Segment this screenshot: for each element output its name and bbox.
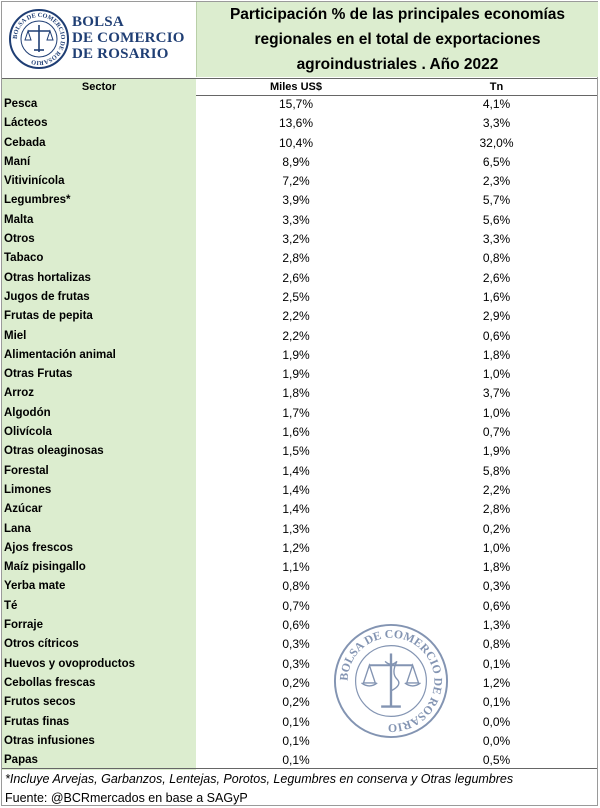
row-tn: 1,0%	[482, 540, 511, 555]
row-sector: Cebollas frescas	[2, 674, 196, 693]
row-miles-usd: 1,6%	[282, 425, 310, 440]
row-tn: 1,0%	[482, 405, 511, 420]
row-miles-usd: 1,2%	[282, 540, 310, 555]
row-miles-usd: 1,4%	[282, 502, 310, 517]
row-tn: 5,8%	[482, 463, 511, 478]
table-row	[2, 249, 597, 268]
row-miles-usd: 10,4%	[278, 135, 314, 150]
row-miles-usd: 1,9%	[282, 347, 310, 362]
row-sector: Olivícola	[2, 423, 196, 442]
row-tn: 0,6%	[482, 598, 511, 613]
header	[2, 2, 597, 77]
row-tn: 1,6%	[482, 289, 511, 304]
row-sector: Arroz	[2, 384, 196, 403]
row-sector: Lácteos	[2, 114, 196, 133]
row-miles-usd: 1,5%	[282, 444, 310, 459]
page-title: Participación % de las principales economías regionales en el total de exportaciones agroindustriales . Año 2022	[229, 6, 566, 73]
row-miles-usd: 3,9%	[282, 193, 310, 208]
row-sector: Vitivinícola	[2, 172, 196, 191]
table-body	[2, 95, 597, 770]
svg-text:BOLSA DE COMERCIO DE ROSARIO: BOLSA DE COMERCIO DE ROSARIO	[11, 11, 67, 67]
table-row	[2, 191, 597, 210]
row-sector: Huevos y ovoproductos	[2, 655, 196, 674]
row-tn: 2,3%	[482, 174, 511, 189]
row-miles-usd: 0,2%	[282, 695, 310, 710]
row-sector: Maíz pisingallo	[2, 558, 196, 577]
row-tn: 2,9%	[482, 309, 511, 324]
row-tn: 0,6%	[482, 328, 511, 343]
row-sector: Yerba mate	[2, 577, 196, 596]
header-sector: Sector	[2, 79, 196, 95]
row-miles-usd: 0,3%	[282, 637, 310, 652]
row-miles-usd: 2,2%	[282, 309, 310, 324]
header-tn: Tn	[489, 81, 504, 93]
row-sector: Azúcar	[2, 500, 196, 519]
row-tn: 3,3%	[482, 232, 511, 247]
row-tn: 0,5%	[482, 753, 511, 768]
table-row	[2, 539, 597, 558]
row-sector: Tabaco	[2, 249, 196, 268]
row-miles-usd: 1,8%	[282, 386, 310, 401]
report-frame	[1, 1, 598, 806]
row-sector: Malta	[2, 211, 196, 230]
row-tn: 0,1%	[482, 695, 511, 710]
row-miles-usd: 1,4%	[282, 463, 310, 478]
row-sector: Otras infusiones	[2, 732, 196, 751]
table-row	[2, 95, 597, 114]
logo-line-1: BOLSA	[72, 14, 124, 30]
row-miles-usd: 1,4%	[282, 482, 310, 497]
row-tn: 1,3%	[482, 618, 511, 633]
table-row	[2, 404, 597, 423]
row-miles-usd: 0,2%	[282, 675, 310, 690]
row-tn: 2,2%	[482, 482, 511, 497]
row-tn: 6,5%	[482, 154, 511, 169]
table-row	[2, 384, 597, 403]
row-miles-usd: 3,3%	[282, 212, 310, 227]
row-miles-usd: 0,1%	[282, 753, 310, 768]
row-miles-usd: 2,2%	[282, 328, 310, 343]
row-sector: Otras oleaginosas	[2, 442, 196, 461]
row-miles-usd: 0,1%	[282, 733, 310, 748]
table-row	[2, 597, 597, 616]
table-row	[2, 655, 597, 674]
row-tn: 32,0%	[479, 135, 514, 150]
table-row	[2, 288, 597, 307]
row-miles-usd: 7,2%	[282, 174, 310, 189]
table-row	[2, 365, 597, 384]
row-sector: Algodón	[2, 404, 196, 423]
row-tn: 0,2%	[482, 521, 511, 536]
row-sector: Forestal	[2, 462, 196, 481]
row-tn: 1,9%	[482, 444, 511, 459]
row-tn: 1,0%	[482, 367, 511, 382]
table-row	[2, 442, 597, 461]
row-sector: Alimentación animal	[2, 346, 196, 365]
table-row	[2, 558, 597, 577]
table-row	[2, 674, 597, 693]
table-row	[2, 616, 597, 635]
table-row	[2, 327, 597, 346]
table-row	[2, 172, 597, 191]
logo-line-2: DE COMERCIO	[72, 30, 185, 46]
row-sector: Ajos frescos	[2, 539, 196, 558]
row-miles-usd: 0,8%	[282, 579, 310, 594]
row-sector: Miel	[2, 327, 196, 346]
table-row	[2, 693, 597, 712]
table-row	[2, 635, 597, 654]
row-tn: 0,3%	[482, 579, 511, 594]
row-tn: 2,6%	[482, 270, 511, 285]
row-miles-usd: 2,5%	[282, 289, 310, 304]
header-miles-usd: Miles US$	[270, 81, 322, 93]
row-tn: 1,8%	[482, 347, 511, 362]
row-tn: 3,3%	[482, 116, 511, 131]
table-row	[2, 500, 597, 519]
footnote: *Incluye Arvejas, Garbanzos, Lentejas, Porotos, Legumbres en conserva y Otras legumbres	[5, 772, 514, 786]
row-tn: 1,8%	[482, 560, 511, 575]
table-row	[2, 307, 597, 326]
row-miles-usd: 1,3%	[282, 521, 310, 536]
row-sector: Pesca	[2, 95, 196, 114]
table-row	[2, 269, 597, 288]
table-row	[2, 713, 597, 732]
row-sector: Limones	[2, 481, 196, 500]
table-row	[2, 153, 597, 172]
row-sector: Frutas de pepita	[2, 307, 196, 326]
row-tn: 0,8%	[482, 637, 511, 652]
table-row	[2, 481, 597, 500]
row-tn: 0,0%	[482, 714, 511, 729]
bcr-logo	[8, 8, 196, 72]
row-miles-usd: 2,6%	[282, 270, 310, 285]
row-tn: 2,8%	[482, 502, 511, 517]
row-tn: 5,7%	[482, 193, 511, 208]
row-sector: Otros	[2, 230, 196, 249]
table-row	[2, 423, 597, 442]
row-sector: Otras hortalizas	[2, 269, 196, 288]
row-sector: Lana	[2, 520, 196, 539]
row-tn: 0,0%	[482, 733, 511, 748]
logo-line-3: DE ROSARIO	[72, 46, 169, 62]
row-sector: Maní	[2, 153, 196, 172]
row-tn: 0,7%	[482, 425, 511, 440]
row-miles-usd: 15,7%	[278, 97, 314, 111]
row-miles-usd: 3,2%	[282, 232, 310, 247]
row-sector: Frutas finas	[2, 713, 196, 732]
table-row	[2, 462, 597, 481]
row-sector: Jugos de frutas	[2, 288, 196, 307]
table-row	[2, 577, 597, 596]
row-miles-usd: 1,9%	[282, 367, 310, 382]
table-row	[2, 520, 597, 539]
row-sector: Otras Frutas	[2, 365, 196, 384]
row-tn: 3,7%	[482, 386, 511, 401]
row-miles-usd: 0,6%	[282, 618, 310, 633]
row-tn: 5,6%	[482, 212, 511, 227]
bcr-seal-icon	[8, 8, 70, 70]
table-row	[2, 134, 597, 153]
row-tn: 0,8%	[482, 251, 511, 266]
svg-text:BOLSA DE COMERCIO DE ROSARIO: BOLSA DE COMERCIO DE ROSARIO	[336, 626, 446, 736]
source-note: Fuente: @BCRmercados en base a SAGyP	[5, 791, 248, 805]
row-miles-usd: 0,3%	[282, 656, 310, 671]
table-row	[2, 346, 597, 365]
bcr-watermark-seal-icon	[332, 622, 450, 740]
row-miles-usd: 1,1%	[282, 560, 310, 575]
row-miles-usd: 2,8%	[282, 251, 310, 266]
row-sector: Frutos secos	[2, 693, 196, 712]
row-tn: 0,1%	[482, 656, 511, 671]
table-row	[2, 211, 597, 230]
row-sector: Cebada	[2, 134, 196, 153]
row-tn: 1,2%	[482, 675, 511, 690]
table-row	[2, 114, 597, 133]
title-box	[196, 2, 598, 77]
row-tn: 4,1%	[482, 97, 511, 111]
row-miles-usd: 0,1%	[282, 714, 310, 729]
row-miles-usd: 13,6%	[278, 116, 314, 131]
row-sector: Forraje	[2, 616, 196, 635]
row-miles-usd: 0,7%	[282, 598, 310, 613]
row-sector: Legumbres*	[2, 191, 196, 210]
row-sector: Té	[2, 597, 196, 616]
row-miles-usd: 1,7%	[282, 405, 310, 420]
table-row	[2, 230, 597, 249]
row-sector: Otros cítricos	[2, 635, 196, 654]
row-sector: Papas	[2, 751, 196, 770]
table-header	[2, 78, 597, 96]
table-bottom-rule	[2, 768, 597, 769]
table-row	[2, 732, 597, 751]
row-miles-usd: 8,9%	[282, 154, 310, 169]
